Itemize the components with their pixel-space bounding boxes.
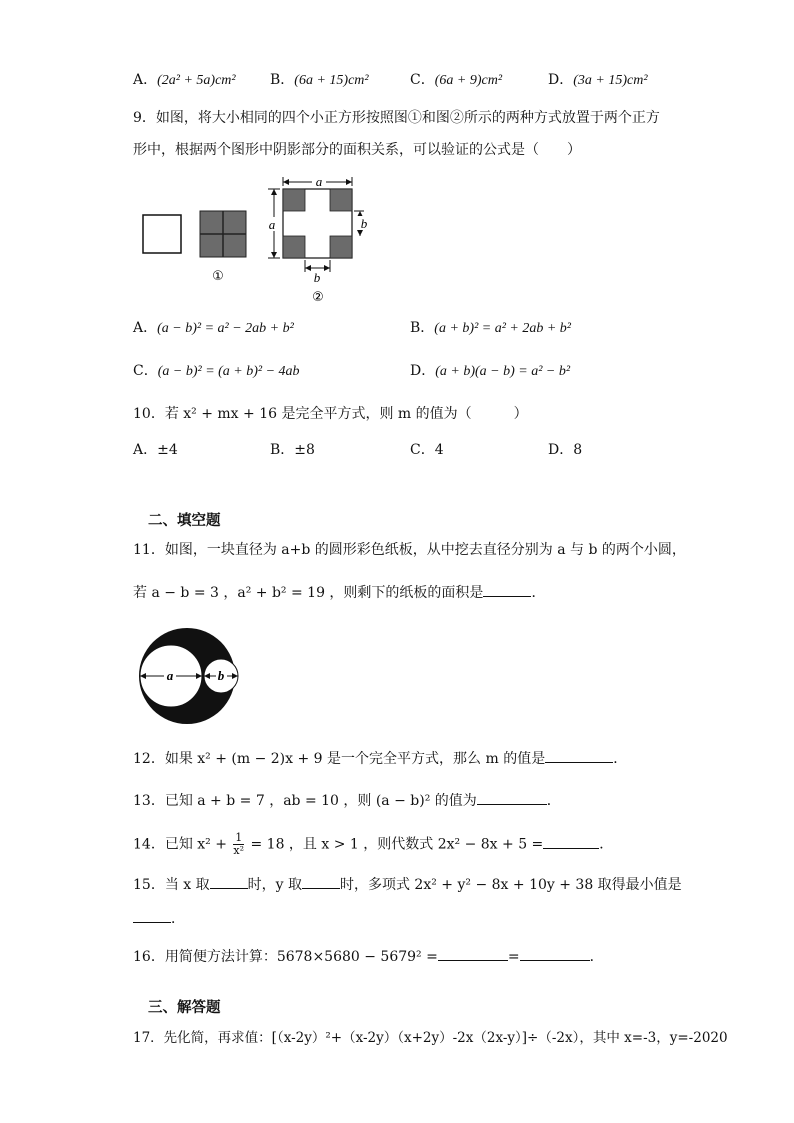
q9-option-b: B．(a + b)² = a² + 2ab + b² <box>410 320 572 336</box>
q16-stem: 16．用简便方法计算：5678×5680 − 5679² = = ． <box>133 946 604 967</box>
q9-stem-line1: 9．如图，将大小相同的四个小正方形按照图①和图②所示的两种方式放置于两个正方 <box>133 110 660 126</box>
q11-stem-line1: 11．如图，一块直径为 a+b 的圆形彩色纸板，从中挖去直径分别为 a 与 b 的两个小圆， <box>133 542 686 558</box>
q8-option-d: D．(3a + 15)cm² <box>548 72 648 88</box>
answer-blank[interactable] <box>520 946 590 961</box>
answer-blank[interactable] <box>133 908 171 923</box>
q10-option-a: A．±4 <box>133 442 178 458</box>
corner-square-bl <box>283 236 305 258</box>
q8-option-a: A．(2a² + 5a)cm² <box>133 72 236 88</box>
q10-option-c: C．4 <box>410 442 444 458</box>
label-b: b <box>217 668 225 683</box>
figure-1-label: ① <box>212 269 224 284</box>
q9-option-c: C．(a − b)² = (a + b)² − 4ab <box>133 363 300 379</box>
q10-option-d: D．8 <box>548 442 583 458</box>
dim-a-top: a <box>315 174 323 189</box>
corner-square-tr <box>330 189 352 211</box>
q15-stem-line2: ． <box>133 908 185 929</box>
answer-blank[interactable] <box>477 790 547 805</box>
figure-2-label: ② <box>312 290 324 305</box>
label-a: a <box>166 668 174 683</box>
answer-blank[interactable] <box>483 582 531 597</box>
q9-stem-line2: 形中，根据两个图形中阴影部分的面积关系，可以验证的公式是（ ） <box>133 142 581 158</box>
q9-option-a: A．(a − b)² = a² − 2ab + b² <box>133 320 294 336</box>
answer-blank[interactable] <box>302 874 340 889</box>
corner-square-tl <box>283 189 305 211</box>
q12-stem: 12．如果 x² + (m − 2)x + 9 是一个完全平方式，那么 m 的值是 ． <box>133 748 627 769</box>
answer-blank[interactable] <box>543 834 599 849</box>
q14-stem: 14．已知 x² + $\frac{1}{\text{x²}}$ = 18 ，且 x > 1 ，则代数式 2x² − 8x + 5 = ． <box>133 831 614 857</box>
dim-b-right: b <box>360 216 368 231</box>
section-title-answer: 三、解答题 <box>148 1000 221 1016</box>
answer-blank[interactable] <box>438 946 508 961</box>
q11-figure <box>135 628 245 728</box>
q9-figure-1 <box>140 205 270 325</box>
q9-option-d: D．(a + b)(a − b) = a² − b² <box>410 363 571 379</box>
dim-b-bottom: b <box>313 270 321 285</box>
q13-stem: 13．已知 a + b = 7 ，ab = 10 ，则 (a − b)² 的值为 ． <box>133 790 561 811</box>
q15-stem: 15．当 x 取 时，y 取 时，多项式 2x² + y² − 8x + 10y + 38 取得最小值是 <box>133 874 682 895</box>
fraction: $\frac{1}{\text{x²}}$ <box>233 831 245 857</box>
q9-figure-2 <box>266 172 376 312</box>
q17-stem: 17．先化简，再求值：[（x-2y）²+（x-2y）（x+2y）-2x（2x-y）]÷（-2x），其中 x=-3，y=-2020 <box>133 1030 728 1046</box>
q8-option-c: C．(6a + 9)cm² <box>410 72 503 88</box>
q10-option-b: B．±8 <box>270 442 315 458</box>
empty-square <box>143 215 181 253</box>
q11-stem-line2: 若 a − b = 3 ，a² + b² = 19 ，则剩下的纸板的面积是 ． <box>133 582 545 603</box>
corner-square-br <box>330 236 352 258</box>
dim-a-left: a <box>268 217 276 232</box>
answer-blank[interactable] <box>545 748 613 763</box>
section-title-fill-blank: 二、填空题 <box>148 513 221 529</box>
answer-blank[interactable] <box>210 874 248 889</box>
q10-stem: 10．若 x² + mx + 16 是完全平方式，则 m 的值为（ ） <box>133 406 528 422</box>
q8-option-b: B．(6a + 15)cm² <box>270 72 369 88</box>
